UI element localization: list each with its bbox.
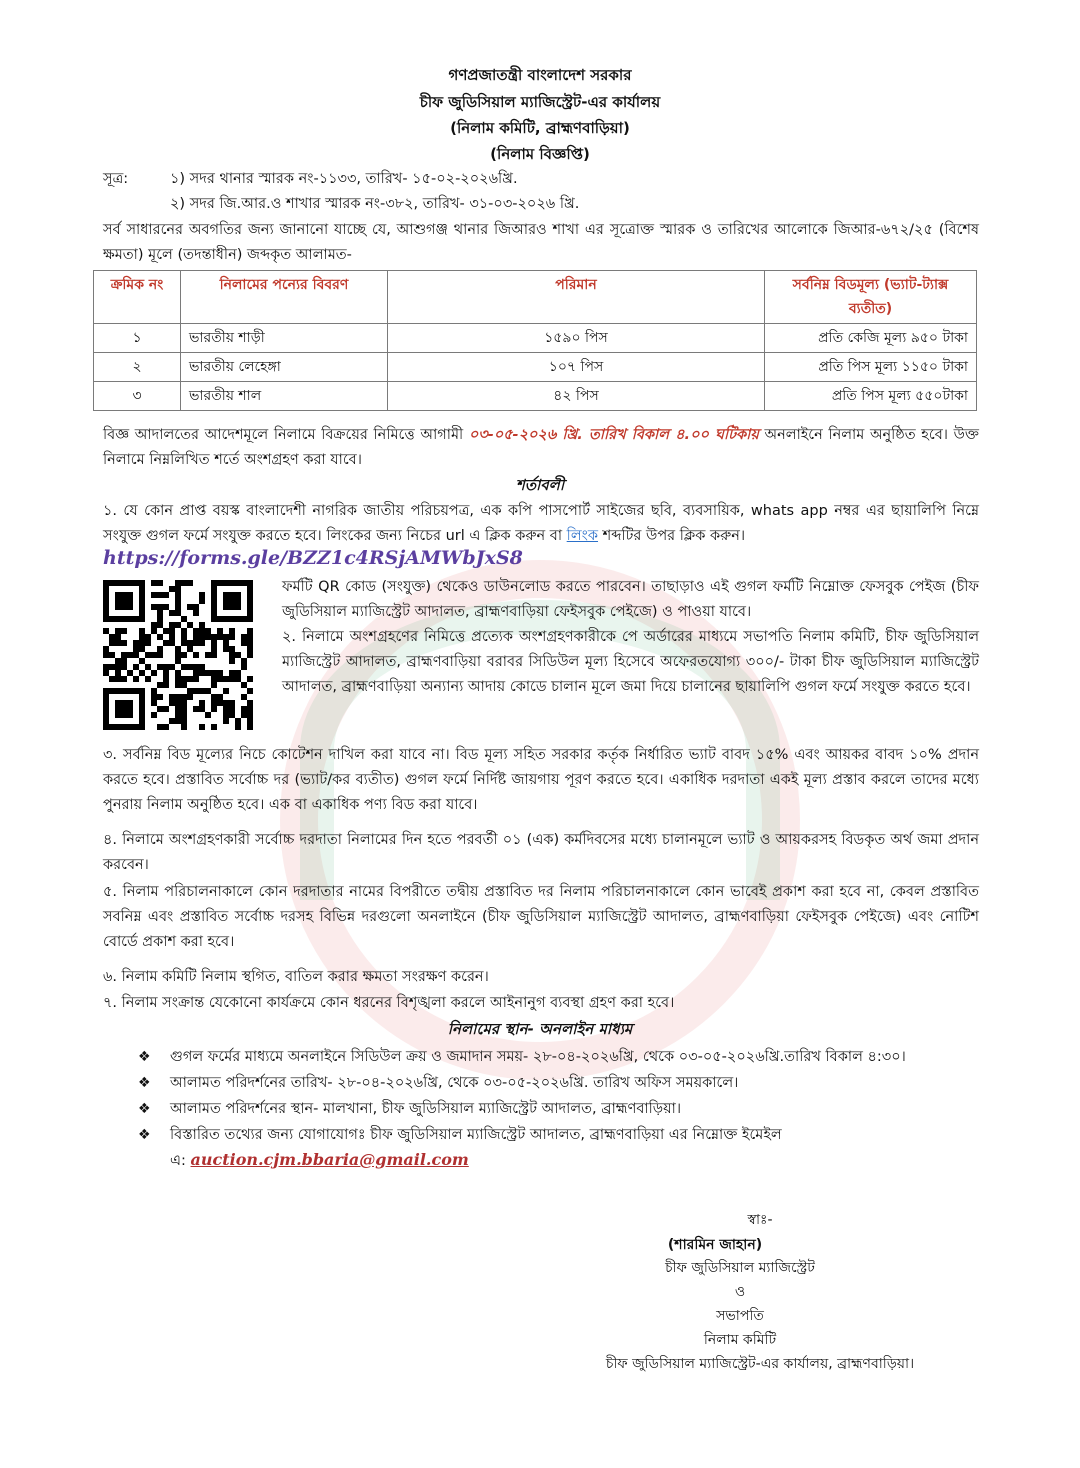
list-item [138,1123,980,1148]
header-notice-title: (নিলাম বিজ্ঞপ্তি) [490,145,590,163]
condition-6: ৬. নিলাম কমিটি নিলাম স্থগিত, বাতিল করার ক্ষমতা সংরক্ষণ করেন। [103,969,489,985]
condition-5: ৫. নিলাম পরিচালনাকালে কোন দরদাতার নামের বিপরীতে তদ্বীয় প্রস্তাবিত দর নিলাম পরিচালনাকালে কোন ভাবেই প্রকাশ করা হবে না, কেবল প্রস্তাবিত সবনিম্ন এবং প্রস্তাবিত সর্বোচ্চ দরসহ বিভিন্ন দরগুলো অনলাইনে (চীফ জুডিসিয়াল ম্যাজিস্ট্রেট আদালত, ব্রাহ্মণবাড়িয়া ফেইসবুক পেইজে) এবং নোটিশ বোর্ডে প্রকাশ করা হবে। [103,884,979,950]
cell-serial: ২ [94,353,181,382]
list-item [138,1097,980,1122]
bullet-icon: ❖ [138,1127,151,1143]
condition-1-text: ১. যে কোন প্রাপ্ত বয়স্ক বাংলাদেশী নাগরিক জাতীয় পরিচয়পত্র, এক কপি পাসপোর্ট সাইজের ছবি, ব্যবসায়িক, whats app নম্বর এর ছায়ালিপি নিম্নে সংযুক্ত গুগল ফর্মে সংযুক্ত করতে হবে। লিংকের জন্য নিচের url এ ক্লিক করুন বা [103,503,979,544]
qr-code [103,580,253,730]
cell-description: ভারতীয় শাল [181,382,388,411]
condition-1-end: শব্দটির উপর ক্লিক করুন। [598,528,746,544]
email-line [170,1150,469,1174]
condition-2: ২. নিলামে অংশগ্রহণের নিমিত্তে প্রত্যেক অংশগ্রহণকারীকে পে অর্ডারের মাধ্যমে সভাপতি নিলাম কমিটি, চীফ জুডিসিয়াল ম্যাজিস্ট্রেট আদালত, ব্রাহ্মণবাড়িয়া বরাবর সিডিউল মূল্য হিসেবে অফেরতযোগ্য ৩০০/- টাকা চীফ জুডিসিয়াল ম্যাজিস্ট্রেট আদালত, ব্রাহ্মণবাড়িয়া অন্যান্য আদায় কোডে চালান মূলে জমা দিয়ে চালানের ছায়ালিপি গুগল ফর্মে সংযুক্ত করতে হবে। [282,629,979,695]
refs-label: সূত্র: [103,171,129,187]
auction-notice-part2: অনলাইনে নিলাম অনুষ্ঠিত হবে। উক্ত নিলামে নিম্নলিখিত শর্তে অংশগ্রহণ করা যাবে। [103,427,979,468]
col-serial: ক্রমিক নং [94,271,181,324]
ref-2: ২) সদর জি.আর.ও শাখার স্মারক নং-৩৮২, তারিখ- ৩১-০৩-২০২৬ খ্রি. [170,196,580,212]
table-row [94,353,977,382]
col-description: নিলামের পন্যের বিবরণ [181,271,388,324]
cell-min-bid: প্রতি পিস মূল্য ১১৫০ টাকা [765,353,977,382]
cell-quantity: ১৫৯০ পিস [388,324,765,353]
qr-paragraph: ফর্মটি QR কোড (সংযুক্ত) থেকেও ডাউনলোড করতে পারবেন। তাছাড়াও এই গুগল ফর্মটি নিম্নোক্ত ফেসবুক পেইজ (চীফ জুডিসিয়াল ম্যাজিস্ট্রেট আদালত, ব্রাহ্মণবাড়িয়া ফেইসবুক পেইজে) ও পাওয়া যাবে। [282,579,979,620]
table-header-row [94,271,977,324]
cell-description: ভারতীয় লেহেঙ্গা [181,353,388,382]
cell-description: ভারতীয় শাড়ী [181,324,388,353]
bullet-icon: ❖ [138,1049,151,1065]
condition-3: ৩. সর্বনিম্ন বিড মূল্যের নিচে কোটেশন দাখিল করা যাবে না। বিড মূল্য সহিত সরকার কর্তৃক নির্ধারিত ভ্যাট বাবদ ১৫% এবং আয়কর বাবদ ১০% প্রদান করতে হবে। প্রস্তাবিত সর্বোচ্চ দর (ভ্যাট/কর ব্যতীত) গুগল ফর্মে নির্দিষ্ট জায়গায় পূরণ করতে হবে। একাধিক দরদাতা একই মূল্য প্রস্তাব করলে তাদের মধ্যে পুনরায় নিলাম অনুষ্ঠিত হবে। এক বা একাধিক পণ্য বিড করা যাবে। [103,747,979,813]
bullet-icon: ❖ [138,1101,151,1117]
bullet-text: আলামত পরিদর্শনের তারিখ- ২৮-০৪-২০২৬খ্রি, থেকে ০৩-০৫-২০২৬খ্রি. তারিখ অফিস সময়কালে। [170,1075,739,1091]
list-item [138,1045,980,1070]
bullet-text: আলামত পরিদর্শনের স্থান- মালখানা, চীফ জুডিসিয়াল ম্যাজিস্ট্রেট আদালত, ব্রাহ্মণবাড়িয়া। [170,1101,682,1117]
form-link-word[interactable]: লিংক [566,528,599,544]
signatory-title-2: সভাপতি [716,1308,764,1324]
auction-notice-part1: বিজ্ঞ আদালতের আদেশমূলে নিলামে বিক্রয়ের নিমিত্তে আগামী [103,427,469,443]
venue-title: নিলামের স্থান- অনলাইন মাধ্যম [447,1020,633,1038]
ref-1: ১) সদর থানার স্মারক নং-১১৩৩, তারিখ- ১৫-০২-২০২৬খ্রি. [170,171,518,187]
cell-quantity: ১০৭ পিস [388,353,765,382]
conditions-title: শর্তাবলী [515,476,565,494]
cell-serial: ১ [94,324,181,353]
email-link[interactable]: auction.cjm.bbaria@gmail.com [190,1150,469,1169]
list-item [138,1071,980,1096]
bullet-text: গুগল ফর্মের মাধ্যমে অনলাইনে সিডিউল ক্রয় ও জমাদান সময়- ২৮-০৪-২০২৬খ্রি, থেকে ০৩-০৫-২০২৬খ্রি.তারিখ বিকাল ৪:৩০। [170,1049,906,1065]
condition-1 [103,499,979,549]
table-row [94,324,977,353]
auction-notice [103,423,979,473]
bullet-icon: ❖ [138,1075,151,1091]
col-min-bid: সর্বনিম্ন বিডমূল্য (ভ্যাট-ট্যাক্স ব্যতীত) [765,271,977,324]
signatory-title-1: চীফ জুডিসিয়াল ম্যাজিস্ট্রেট [665,1260,815,1276]
signatory-office: চীফ জুডিসিয়াল ম্যাজিস্ট্রেট-এর কার্যালয়, ব্রাহ্মণবাড়িয়া। [605,1356,915,1372]
signatory-title-3: নিলাম কমিটি [703,1332,777,1348]
signatory-name: (শারমিন জাহান) [667,1237,763,1253]
header-committee: (নিলাম কমিটি, ব্রাহ্মণবাড়িয়া) [450,119,630,137]
col-quantity: পরিমান [388,271,765,324]
signature-sign: স্বাঃ- [747,1212,773,1228]
cell-quantity: ৪২ পিস [388,382,765,411]
cell-min-bid: প্রতি পিস মূল্য ৫৫০টাকা [765,382,977,411]
auction-date: ০৩-০৫-২০২৬ খ্রি. তারিখ বিকাল ৪.০০ ঘটিকায় [468,427,759,443]
email-prefix: এ: [170,1153,186,1169]
signatory-and: ও [734,1284,746,1300]
header-government: গণপ্রজাতন্ত্রী বাংলাদেশ সরকার [448,66,632,84]
cell-serial: ৩ [94,382,181,411]
header-office: চীফ জুডিসিয়াল ম্যাজিস্ট্রেট-এর কার্যালয় [419,93,661,111]
form-url-link[interactable]: https://forms.gle/BZZ1c4RSjAMWbJxS8 [103,547,523,569]
table-row [94,382,977,411]
bullet-text: বিস্তারিত তথ্যের জন্য যোগাযোগঃ চীফ জুডিসিয়াল ম্যাজিস্ট্রেট আদালত, ব্রাহ্মণবাড়িয়া এর নিম্নোক্ত ইমেইল [170,1127,782,1143]
intro-paragraph: সর্ব সাধারনের অবগতির জন্য জানানো যাচ্ছে যে, আশুগঞ্জ থানার জিআরও শাখা এর সূত্রোক্ত স্মারক ও তারিখের আলোকে জিআর-৬৭২/২৫ (বিশেষ ক্ষমতা) মূলে (তদন্তাধীন) জব্দকৃত আলামত- [103,222,979,263]
cell-min-bid: প্রতি কেজি মূল্য ৯৫০ টাকা [765,324,977,353]
items-table [93,270,977,411]
condition-7: ৭. নিলাম সংক্রান্ত যেকোনো কার্যক্রমে কোন ধরনের বিশৃঙ্খলা করলে আইনানুগ ব্যবস্থা গ্রহণ করা হবে। [103,995,675,1011]
condition-4: ৪. নিলামে অংশগ্রহণকারী সর্বোচ্চ দরদাতা নিলামের দিন হতে পরবর্তী ০১ (এক) কর্মদিবসের মধ্যে চালানমূলে ভ্যাট ও আয়করসহ বিডকৃত অর্থ জমা প্রদান করবেন। [103,832,979,873]
